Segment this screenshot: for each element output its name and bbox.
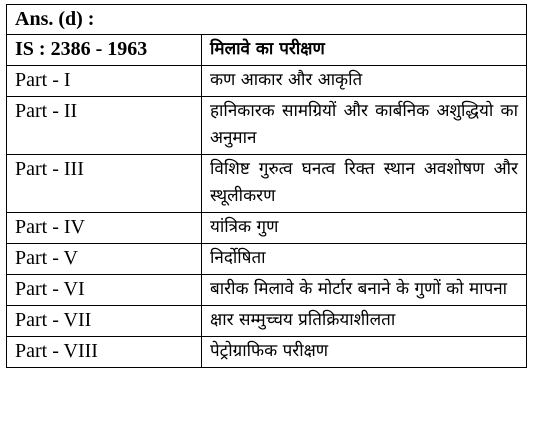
table-row xyxy=(7,66,527,97)
part-description: कण आकार और आकृति xyxy=(202,66,527,97)
part-description: बारीक मिलावे के मोर्टार बनाने के गुणों को मापना xyxy=(202,275,527,306)
answer-title: Ans. (d) : xyxy=(7,5,527,35)
part-label: Part - I xyxy=(7,66,202,97)
part-label: Part - IV xyxy=(7,213,202,244)
header-row xyxy=(7,35,527,66)
table-row xyxy=(7,213,527,244)
table-row xyxy=(7,97,527,155)
part-label: Part - VII xyxy=(7,306,202,337)
column-heading: मिलावे का परीक्षण xyxy=(202,35,527,66)
part-label: Part - VIII xyxy=(7,337,202,368)
table-row xyxy=(7,337,527,368)
part-label: Part - VI xyxy=(7,275,202,306)
standard-code: IS : 2386 - 1963 xyxy=(7,35,202,66)
table-row xyxy=(7,306,527,337)
part-description: यांत्रिक गुण xyxy=(202,213,527,244)
part-description: हानिकारक सामग्रियों और कार्बनिक अशुद्धियो का अनुमान xyxy=(202,97,527,155)
part-label: Part - V xyxy=(7,244,202,275)
part-description: क्षार सम्मुच्चय प्रतिक्रियाशीलता xyxy=(202,306,527,337)
part-description: निर्दोषिता xyxy=(202,244,527,275)
answer-table xyxy=(6,4,527,368)
title-row xyxy=(7,5,527,35)
part-label: Part - III xyxy=(7,155,202,213)
table-row xyxy=(7,244,527,275)
table-row xyxy=(7,275,527,306)
part-description: पेट्रोग्राफिक परीक्षण xyxy=(202,337,527,368)
table-row xyxy=(7,155,527,213)
part-label: Part - II xyxy=(7,97,202,155)
part-description: विशिष्ट गुरुत्व घनत्व रिक्त स्थान अवशोषण और स्थूलीकरण xyxy=(202,155,527,213)
